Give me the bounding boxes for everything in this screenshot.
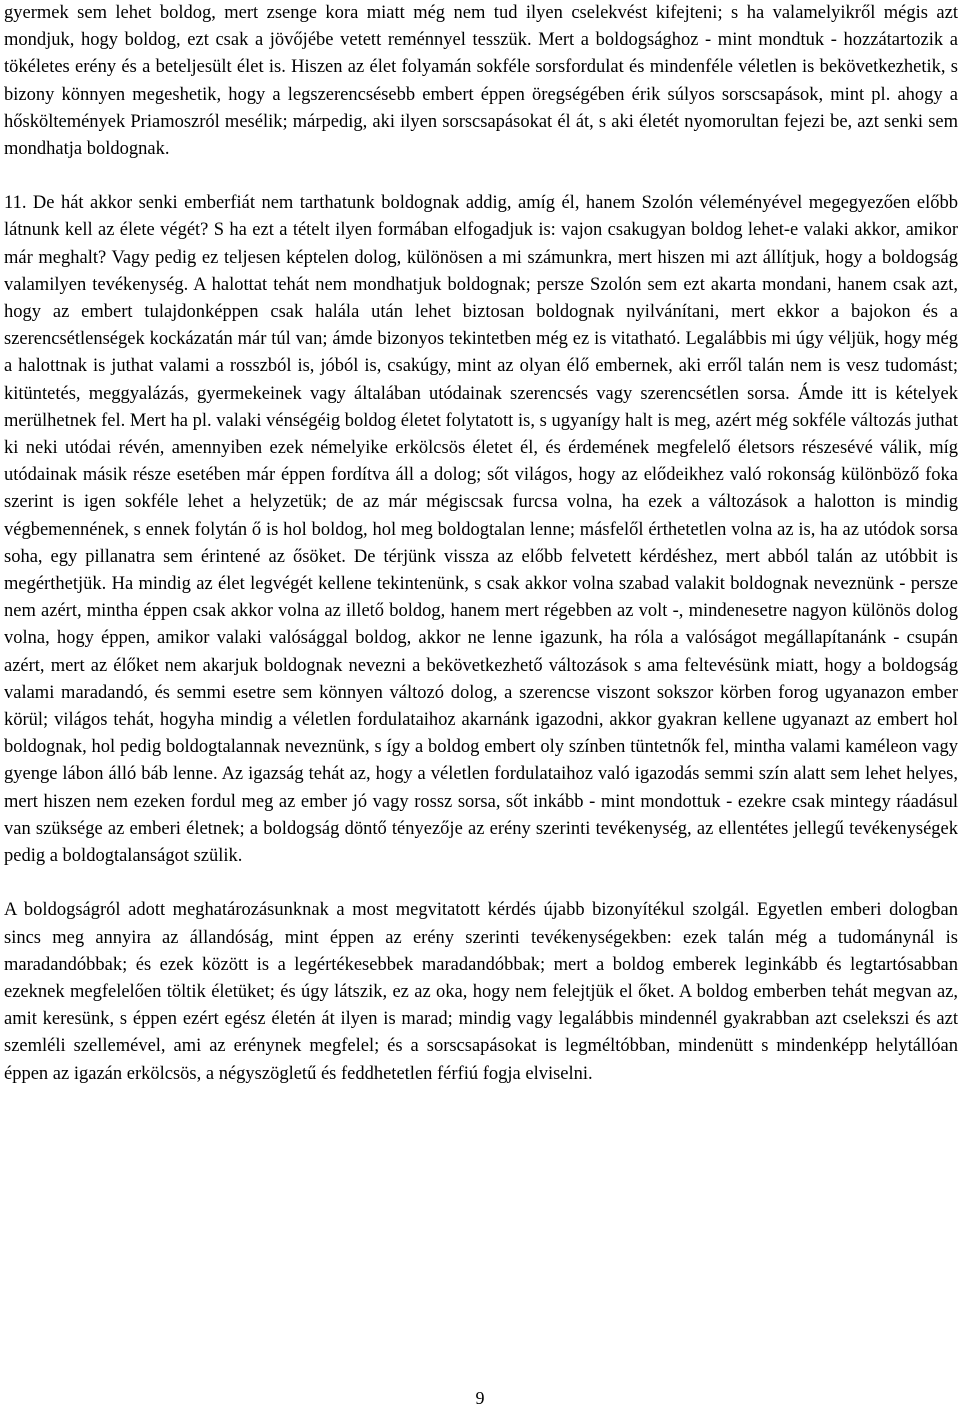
paragraph-3: A boldogságról adott meghatározásunknak a most megvitatott kérdés újabb bizonyítékul szolgál. Egyetlen emberi dologban sincs meg annyira az állandóság, mint éppen az erény szerinti tevékenységekben: ezek talán még a tudománynál is maradandóbbak; és ezek között is a legértékesebbek maradandóbbak; mert a boldog emberek leginkább és legtartósabban ezeknek megfelelően töltik életüket; és úgy látszik, ez az oka, hogy nem felejtjük el őket. A boldog emberben tehát megvan az, amit keresünk, s éppen ezért egész életén át ilyen is marad; mindig vagy legalábbis mindennél gyakrabban azt cselekszi és azt szemléli szellemével, ami az erénynek megfelel; és a sorscsapásokat is legméltóbban, mindenütt s mindenképp helytállóan éppen az igazán erkölcsös, a négyszögletű és feddhetetlen férfiú fogja elviselni.	[4, 900, 958, 1084]
paragraph-1: gyermek sem lehet boldog, mert zsenge kora miatt még nem tud ilyen cselekvést kifejteni; s ha valamelyikről mégis azt mondjuk, hogy boldog, ezt csak a jövőjébe vetett reménnyel tesszük. Mert a boldogsághoz - mint mondtuk - hozzátartozik a tökéletes erény és a beteljesült élet is. Hiszen az élet folyamán sokféle sorsfordulat és mindenféle véletlen is bekövetkezhetik, s bizony könnyen megeshetik, hogy a legszerencsésebb embert éppen öregségében érik súlyos sorscsapások, mint pl. ahogy a hősköltemények Priamoszról mesélik; márpedig, aki ilyen sorscsapásokat él át, s aki életét nyomorultan fejezi be, azt senki sem mondhatja boldognak.	[4, 3, 958, 160]
document-page	[4, 0, 958, 1088]
paragraph-gap	[4, 870, 958, 897]
page-number: 9	[475, 1388, 485, 1408]
paragraph-gap	[4, 163, 958, 190]
paragraph-2: 11. De hát akkor senki emberfiát nem tarthatunk boldognak addig, amíg él, hanem Szolón véleményével megegyezően előbb látnunk kell az élete végét? S ha ezt a tételt ilyen formában elfogadjuk is: vajon csakugyan boldog lehet-e valaki akkor, amikor már meghalt? Vagy pedig ez teljesen képtelen dolog, különösen a mi számunkra, mert hiszen mi azt állítjuk, hogy a boldogság valamilyen tevékenység. A halottat tehát nem mondhatjuk boldognak; persze Szolón sem ezt akarta mondani, hanem csak azt, hogy az embert tulajdonképpen csak halála után lehet biztosan boldognak nyilvánítani, mert ekkor a bajokon és a szerencsétlenségek kockázatán már túl van; ámde bizonyos tekintetben még ez is vitatható. Legalábbis mi úgy véljük, hogy még a halottnak is juthat valami a rosszból is, jóból is, csakúgy, mint az olyan élő embernek, aki erről talán nem is vesz tudomást; kitüntetés, meggyalázás, gyermekeinek vagy általában utódainak szerencsés vagy szerencsétlen sorsa. Ámde itt is kételyek merülhetnek fel. Mert ha pl. valaki vénségéig boldog életet folytatott is, s ugyanígy halt is meg, azért még sokféle változás juthat ki neki utódai révén, amennyiben ezek némelyike erkölcsös életet él, és érdemének megfelelő életsors részesévé válik, míg utódainak másik része esetében már éppen fordítva áll a dolog; sőt világos, hogy az elődeikhez való rokonság különböző foka szerint is igen sokféle lehet a helyzetük; de az már mégiscsak furcsa volna, ha ezek a változások a halotton is mindig végbemennének, s ennek folytán ő is hol boldog, hol meg boldogtalan lenne; másfelől érthetetlen volna az is, ha az utódok sorsa soha, egy pillanatra sem érintené az ősöket. De térjünk vissza az előbb felvetett kérdéshez, mert abból talán az utóbbit is megérthetjük. Ha mindig az élet legvégét kellene tekintenünk, s csak akkor volna szabad valakit boldognak neveznünk - persze nem azért, mintha éppen csak akkor volna az illető boldog, hanem mert régebben az volt -, mindenesetre nagyon különös dolog volna, hogy éppen, amikor valaki valósággal boldog, akkor ne lenne igazunk, ha róla a valóságot megállapítanánk - csupán azért, mert az élőket nem akarjuk boldognak nevezni a bekövetkezhető változások s ama feltevésünk miatt, hogy a boldogság valami maradandó, és semmi esetre sem könnyen változó dolog, a szerencse viszont sokszor körben forog ugyanazon ember körül; világos tehát, hogyha mindig a véletlen fordulataihoz akarnánk igazodni, akkor gyakran kellene ugyanazt az embert hol boldognak, hol pedig boldogtalannak neveznünk, s így a boldog embert oly színben tüntetnők fel, mintha valami kaméleon vagy gyenge lábon álló báb lenne. Az igazság tehát az, hogy a véletlen fordulataihoz való igazodás semmi szín alatt sem lehet helyes, mert hiszen nem ezeken fordul meg az ember jó vagy rossz sorsa, sőt inkább - mint mondottuk - ezekre csak mintegy ráadásul van szüksége az emberi életnek; a boldogság döntő tényezője az erény szerinti tevékenység, az ellentétes jellegű tevékenységek pedig a boldogtalanságot szülik.	[4, 193, 958, 867]
